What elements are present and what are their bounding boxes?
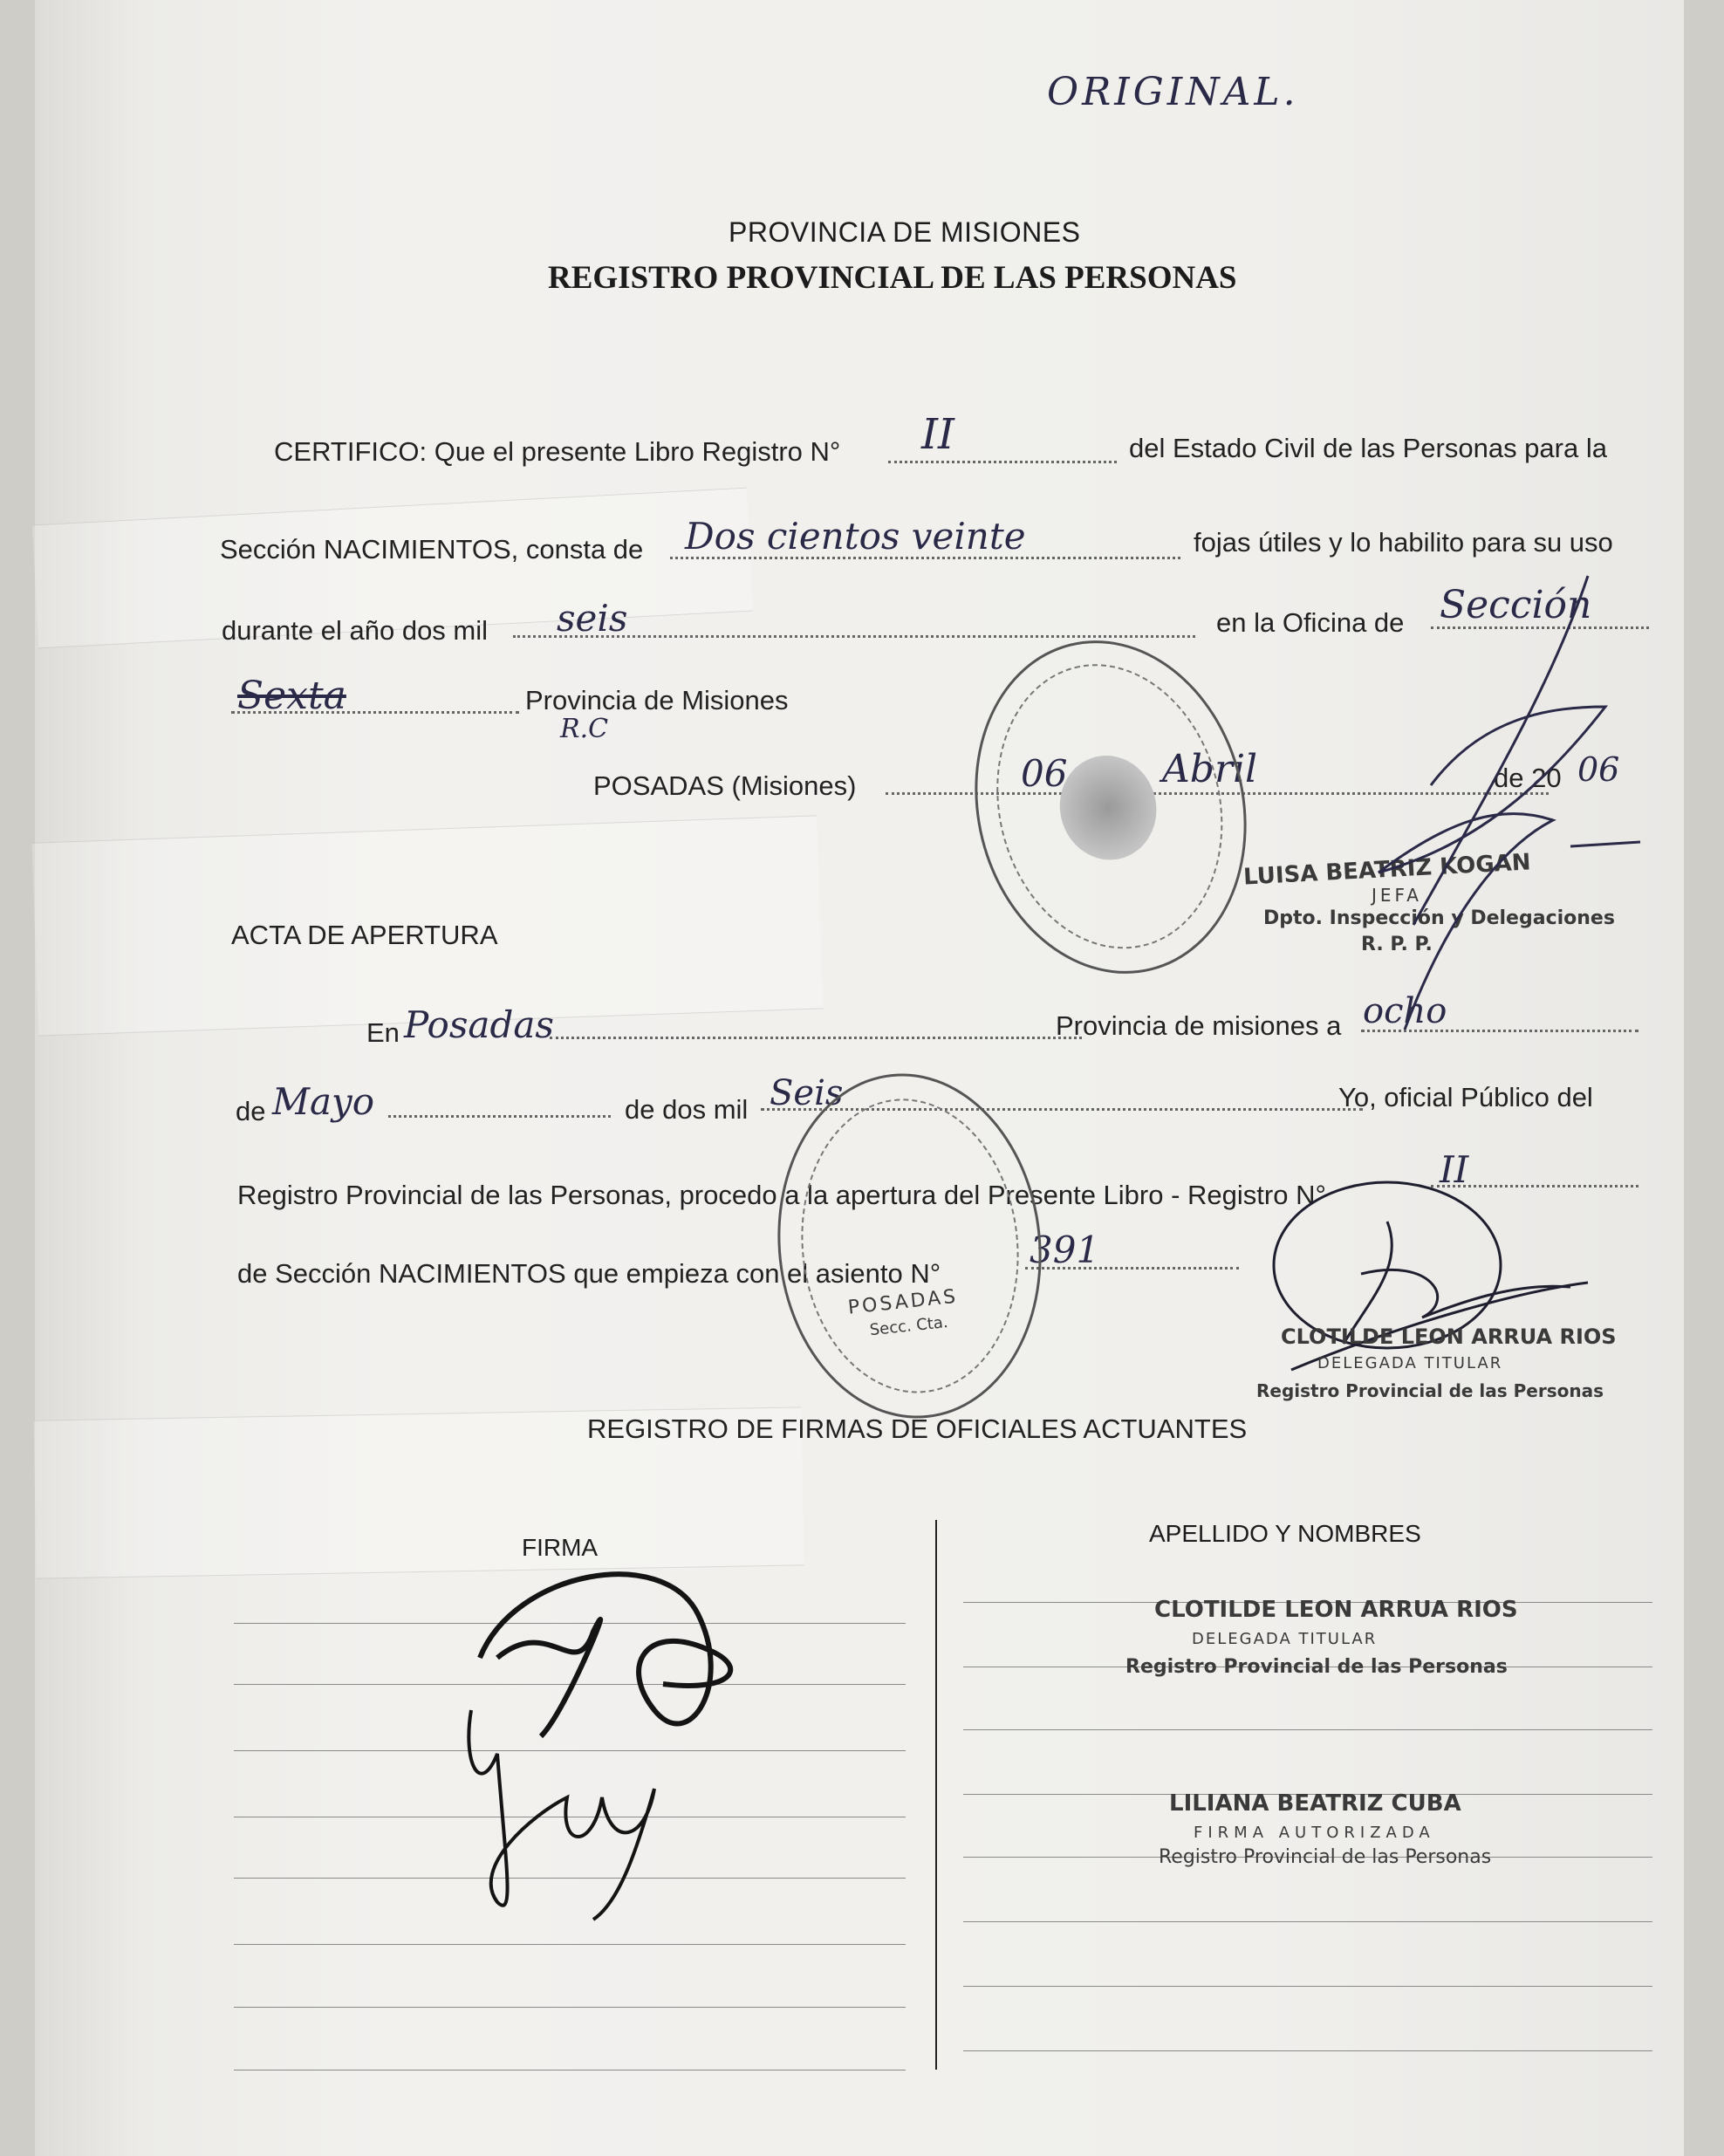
certifico-line3-b: en la Oficina de	[1216, 607, 1405, 638]
name-line	[963, 1986, 1652, 1987]
hand-office: Sección	[1440, 583, 1592, 627]
hand-city: Posadas	[404, 1003, 554, 1046]
hand-month: Abril	[1162, 747, 1258, 791]
entry-1-org: Registro Provincial de las Personas	[1125, 1656, 1508, 1678]
hand-year: seis	[557, 597, 628, 640]
document-page	[35, 0, 1684, 2156]
firmas-col-firma: FIRMA	[522, 1534, 599, 1561]
entry-1-role: DELEGADA TITULAR	[1192, 1630, 1378, 1648]
stamp-jefa-dept: Dpto. Inspección y Delegaciones	[1263, 907, 1615, 929]
stamp-delegada-org: Registro Provincial de las Personas	[1256, 1380, 1604, 1401]
certifico-line4-b: Provincia de Misiones	[525, 685, 789, 715]
original-note: ORIGINAL.	[1047, 70, 1299, 114]
column-divider	[935, 1520, 937, 2070]
certifico-line1-b: del Estado Civil de las Personas para la	[1129, 433, 1607, 463]
entry-1-name: CLOTILDE LEON ARRUA RIOS	[1154, 1597, 1518, 1623]
fill-line	[388, 1115, 611, 1118]
certifico-place: POSADAS (Misiones)	[593, 770, 857, 801]
firmas-col-nombres: APELLIDO Y NOMBRES	[1149, 1520, 1421, 1547]
stamp-jefa-org: R. P. P.	[1361, 934, 1433, 955]
certifico-line2-a: Sección NACIMIENTOS, consta de	[220, 534, 644, 565]
entry-2-name: LILIANA BEATRIZ CUBA	[1169, 1790, 1461, 1817]
acta-line1-b: Provincia de misiones a	[1056, 1010, 1342, 1041]
seal-inner-ring	[787, 1088, 1033, 1404]
hand-month-word: Mayo	[272, 1080, 375, 1123]
certifico-year-prefix: de 20	[1494, 763, 1562, 793]
seal-posadas-section: Secc. Cta.	[868, 1312, 949, 1340]
firmas-title: REGISTRO DE FIRMAS DE OFICIALES ACTUANTES	[587, 1413, 1248, 1444]
official-seal-posadas	[761, 1060, 1058, 1431]
acta-line2-b: de dos mil	[625, 1094, 749, 1125]
entry-2-role: FIRMA AUTORIZADA	[1194, 1824, 1435, 1842]
acta-line2-a: de	[236, 1096, 266, 1126]
hand-year-word: Seis	[770, 1073, 844, 1113]
official-seal-top	[941, 612, 1281, 1003]
acta-line2-c: Yo, oficial Público del	[1338, 1082, 1593, 1112]
name-line	[963, 2050, 1652, 2051]
acta-title: ACTA DE APERTURA	[231, 920, 498, 950]
hand-fojas: Dos cientos veinte	[685, 515, 1026, 558]
certifico-line1-a: CERTIFICO: Que el presente Libro Registro N°	[274, 436, 841, 467]
certifico-line3-a: durante el año dos mil	[222, 615, 489, 646]
fill-line	[888, 461, 1117, 463]
hand-asiento-number: 391	[1030, 1229, 1100, 1271]
name-line	[963, 1729, 1652, 1730]
hand-day-word: ocho	[1363, 991, 1447, 1031]
stamp-jefa-name: LUISA BEATRIZ KOGAN	[1242, 849, 1532, 891]
acta-line3-a: Registro Provincial de las Personas, procedo a la apertura del Presente Libro - Registro N°	[237, 1180, 1326, 1210]
header-province: PROVINCIA DE MISIONES	[729, 216, 1081, 248]
stamp-delegada-role: DELEGADA TITULAR	[1317, 1354, 1503, 1372]
hand-year-suffix: 06	[1577, 750, 1620, 789]
stamp-jefa-role: JEFA	[1372, 885, 1422, 906]
acta-line1-a: En	[366, 1017, 400, 1048]
header-registry: REGISTRO PROVINCIAL DE LAS PERSONAS	[548, 260, 1237, 296]
stamp-delegada-name: CLOTILDE LEON ARRUA RIOS	[1281, 1324, 1617, 1349]
hand-day: 06	[1021, 752, 1068, 795]
hand-office-2: Sexta	[237, 674, 346, 718]
seal-posadas-city: POSADAS	[846, 1285, 960, 1319]
fill-line	[550, 1037, 1082, 1039]
hand-registro-number: II	[1440, 1148, 1469, 1191]
certifico-line2-b: fojas útiles y lo habilito para su uso	[1194, 527, 1613, 558]
signature-jefa-icon	[1326, 558, 1675, 1047]
acta-line4-a: de Sección NACIMIENTOS que empieza con el asiento N°	[237, 1258, 941, 1289]
hand-rc: R.C	[560, 714, 609, 744]
name-line	[963, 1921, 1652, 1922]
entry-2-org: Registro Provincial de las Personas	[1159, 1846, 1492, 1868]
signature-line	[234, 2007, 906, 2008]
hand-libro-number: II	[921, 410, 954, 459]
signature-firma-icon	[445, 1536, 776, 1946]
